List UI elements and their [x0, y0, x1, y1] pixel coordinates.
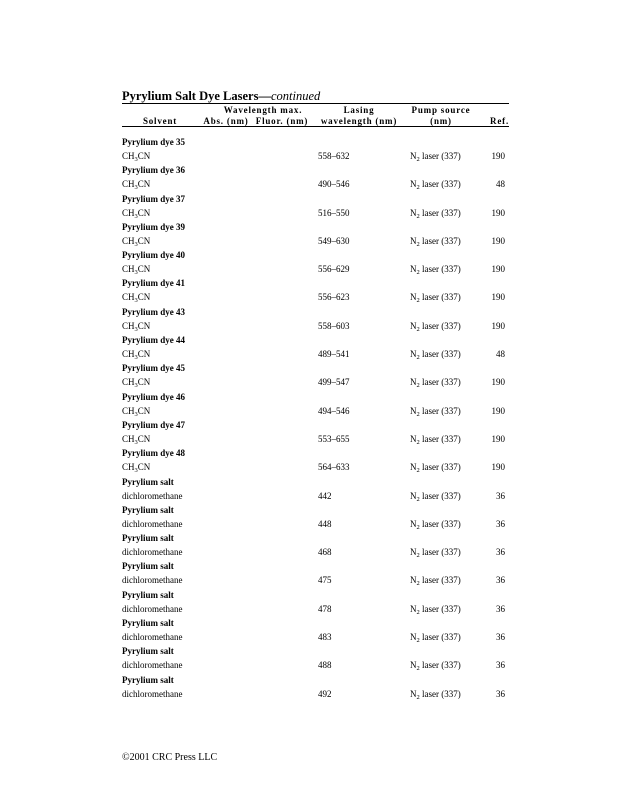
solvent-cell: $CH_3CN$: [122, 235, 151, 248]
table-row: [122, 335, 509, 363]
solvent-cell: $CH_3CN$: [122, 405, 151, 418]
lasing-wavelength-cell: 468: [318, 547, 332, 558]
reference-cell: 190: [491, 151, 505, 161]
dye-name: Pyrylium dye 41: [122, 278, 185, 289]
table-row: [122, 561, 509, 589]
dye-name: Pyrylium dye 39: [122, 221, 185, 232]
reference-cell: 36: [496, 490, 505, 501]
table-body: [122, 137, 509, 703]
solvent-cell: $CH_3CN$: [122, 179, 151, 192]
header-wavelength-max: Wavelength max.: [223, 105, 303, 115]
table-row: [122, 420, 509, 448]
pump-source-cell: $N_2$ laser (337): [410, 433, 461, 446]
solvent-cell: $CH_3CN$: [122, 433, 151, 446]
dye-name: Pyrylium salt: [122, 561, 174, 572]
table-row: [122, 250, 509, 278]
table-row: [122, 505, 509, 533]
dye-name: Pyrylium dye 36: [122, 165, 185, 176]
solvent-cell: dichloromethane: [122, 632, 183, 643]
header-ref: Ref.: [490, 116, 509, 126]
pump-source-cell: $N_2$ laser (337): [410, 603, 461, 616]
header-lasing-line1: Lasing: [343, 105, 375, 115]
lasing-wavelength-cell: 549–630: [318, 235, 350, 246]
solvent-cell: $CH_3CN$: [122, 151, 151, 163]
solvent-cell: dichloromethane: [122, 547, 183, 558]
dye-name: Pyrylium dye 44: [122, 335, 185, 346]
table-row: [122, 165, 509, 193]
dye-name: Pyrylium dye 40: [122, 250, 185, 261]
pump-source-cell: $N_2$ laser (337): [410, 688, 461, 701]
pump-source-cell: $N_2$ laser (337): [410, 179, 461, 192]
lasing-wavelength-cell: 553–655: [318, 433, 350, 444]
pump-source-cell: $N_2$ laser (337): [410, 660, 461, 673]
pump-source-cell: $N_2$ laser (337): [410, 547, 461, 560]
header-fluor: Fluor. (nm): [255, 116, 309, 126]
dye-name: Pyrylium salt: [122, 674, 174, 685]
pump-source-cell: $N_2$ laser (337): [410, 377, 461, 390]
lasing-wavelength-cell: 516–550: [318, 207, 350, 218]
pump-source-cell: $N_2$ laser (337): [410, 151, 461, 163]
dye-name: Pyrylium salt: [122, 504, 174, 515]
table-row: [122, 646, 509, 674]
dye-name: Pyrylium dye 45: [122, 363, 185, 374]
dye-name: Pyrylium salt: [122, 618, 174, 629]
lasing-wavelength-cell: 490–546: [318, 179, 350, 190]
reference-cell: 36: [496, 603, 505, 614]
table-row: [122, 363, 509, 391]
pump-source-cell: $N_2$ laser (337): [410, 349, 461, 362]
header-bottom-rule: [122, 126, 509, 127]
dye-name: Pyrylium dye 46: [122, 391, 185, 402]
pump-source-cell: $N_2$ laser (337): [410, 518, 461, 531]
table-row: [122, 533, 509, 561]
solvent-cell: $CH_3CN$: [122, 377, 151, 390]
pump-source-cell: $N_2$ laser (337): [410, 264, 461, 277]
lasing-wavelength-cell: 475: [318, 575, 332, 586]
pump-source-cell: $N_2$ laser (337): [410, 235, 461, 248]
solvent-cell: $CH_3CN$: [122, 462, 151, 475]
lasing-wavelength-cell: 558–632: [318, 151, 350, 161]
header-abs: Abs. (nm): [203, 116, 249, 126]
solvent-cell: dichloromethane: [122, 660, 183, 671]
pump-source-cell: $N_2$ laser (337): [410, 490, 461, 503]
solvent-cell: $CH_3CN$: [122, 349, 151, 362]
dye-name: Pyrylium salt: [122, 646, 174, 657]
lasing-wavelength-cell: 448: [318, 518, 332, 529]
header-pump-line2: (nm): [430, 116, 452, 126]
dye-name: Pyrylium dye 48: [122, 448, 185, 459]
reference-cell: 36: [496, 632, 505, 643]
pump-source-cell: $N_2$ laser (337): [410, 405, 461, 418]
lasing-wavelength-cell: 494–546: [318, 405, 350, 416]
header-top-rule: [122, 103, 509, 104]
reference-cell: 190: [491, 320, 505, 331]
lasing-wavelength-cell: 442: [318, 490, 332, 501]
lasing-wavelength-cell: 492: [318, 688, 332, 699]
dye-name: Pyrylium salt: [122, 589, 174, 600]
dye-name: Pyrylium dye 37: [122, 193, 185, 204]
lasing-wavelength-cell: 556–629: [318, 264, 350, 275]
reference-cell: 48: [496, 179, 505, 190]
solvent-cell: dichloromethane: [122, 490, 183, 501]
header-pump-line1: Pump source: [411, 105, 471, 115]
lasing-wavelength-cell: 478: [318, 603, 332, 614]
reference-cell: 36: [496, 575, 505, 586]
reference-cell: 48: [496, 349, 505, 360]
table-row: [122, 618, 509, 646]
table-title-continued: continued: [270, 89, 321, 103]
table-row: [122, 448, 509, 476]
solvent-cell: dichloromethane: [122, 688, 183, 699]
pump-source-cell: $N_2$ laser (337): [410, 292, 461, 305]
lasing-wavelength-cell: 489–541: [318, 349, 350, 360]
table-title-main: Pyrylium Salt Dye Lasers—: [122, 89, 271, 103]
solvent-cell: dichloromethane: [122, 575, 183, 586]
pump-source-cell: $N_2$ laser (337): [410, 207, 461, 220]
copyright-footer: ©2001 CRC Press LLC: [122, 752, 218, 763]
solvent-cell: $CH_3CN$: [122, 292, 151, 305]
header-lasing-line2: wavelength (nm): [320, 116, 398, 126]
pump-source-cell: $N_2$ laser (337): [410, 462, 461, 475]
table-row: [122, 194, 509, 222]
lasing-wavelength-cell: 488: [318, 660, 332, 671]
reference-cell: 36: [496, 688, 505, 699]
lasing-wavelength-cell: 499–547: [318, 377, 350, 388]
lasing-wavelength-cell: 564–633: [318, 462, 350, 473]
dye-name: Pyrylium dye 35: [122, 137, 185, 147]
pump-source-cell: $N_2$ laser (337): [410, 632, 461, 645]
dye-name: Pyrylium dye 43: [122, 306, 185, 317]
pump-source-cell: $N_2$ laser (337): [410, 320, 461, 333]
table-row: [122, 590, 509, 618]
reference-cell: 190: [491, 264, 505, 275]
solvent-cell: $CH_3CN$: [122, 264, 151, 277]
reference-cell: 36: [496, 547, 505, 558]
table-row: [122, 675, 509, 703]
reference-cell: 36: [496, 518, 505, 529]
lasing-wavelength-cell: 556–623: [318, 292, 350, 303]
reference-cell: 190: [491, 377, 505, 388]
lasing-wavelength-cell: 483: [318, 632, 332, 643]
reference-cell: 190: [491, 462, 505, 473]
solvent-cell: dichloromethane: [122, 518, 183, 529]
pump-source-cell: $N_2$ laser (337): [410, 575, 461, 588]
table-row: [122, 477, 509, 505]
table-row: [122, 278, 509, 306]
reference-cell: 190: [491, 433, 505, 444]
table-title: [122, 89, 320, 104]
reference-cell: 36: [496, 660, 505, 671]
reference-cell: 190: [491, 207, 505, 218]
header-solvent: Solvent: [142, 116, 178, 126]
reference-cell: 190: [491, 405, 505, 416]
solvent-cell: $CH_3CN$: [122, 320, 151, 333]
table-row: [122, 307, 509, 335]
table-row: [122, 392, 509, 420]
dye-name: Pyrylium salt: [122, 533, 174, 544]
solvent-cell: $CH_3CN$: [122, 207, 151, 220]
reference-cell: 190: [491, 235, 505, 246]
lasing-wavelength-cell: 558–603: [318, 320, 350, 331]
dye-name: Pyrylium salt: [122, 476, 174, 487]
table-row: [122, 222, 509, 250]
dye-name: Pyrylium dye 47: [122, 419, 185, 430]
solvent-cell: dichloromethane: [122, 603, 183, 614]
table-row: [122, 137, 509, 165]
reference-cell: 190: [491, 292, 505, 303]
